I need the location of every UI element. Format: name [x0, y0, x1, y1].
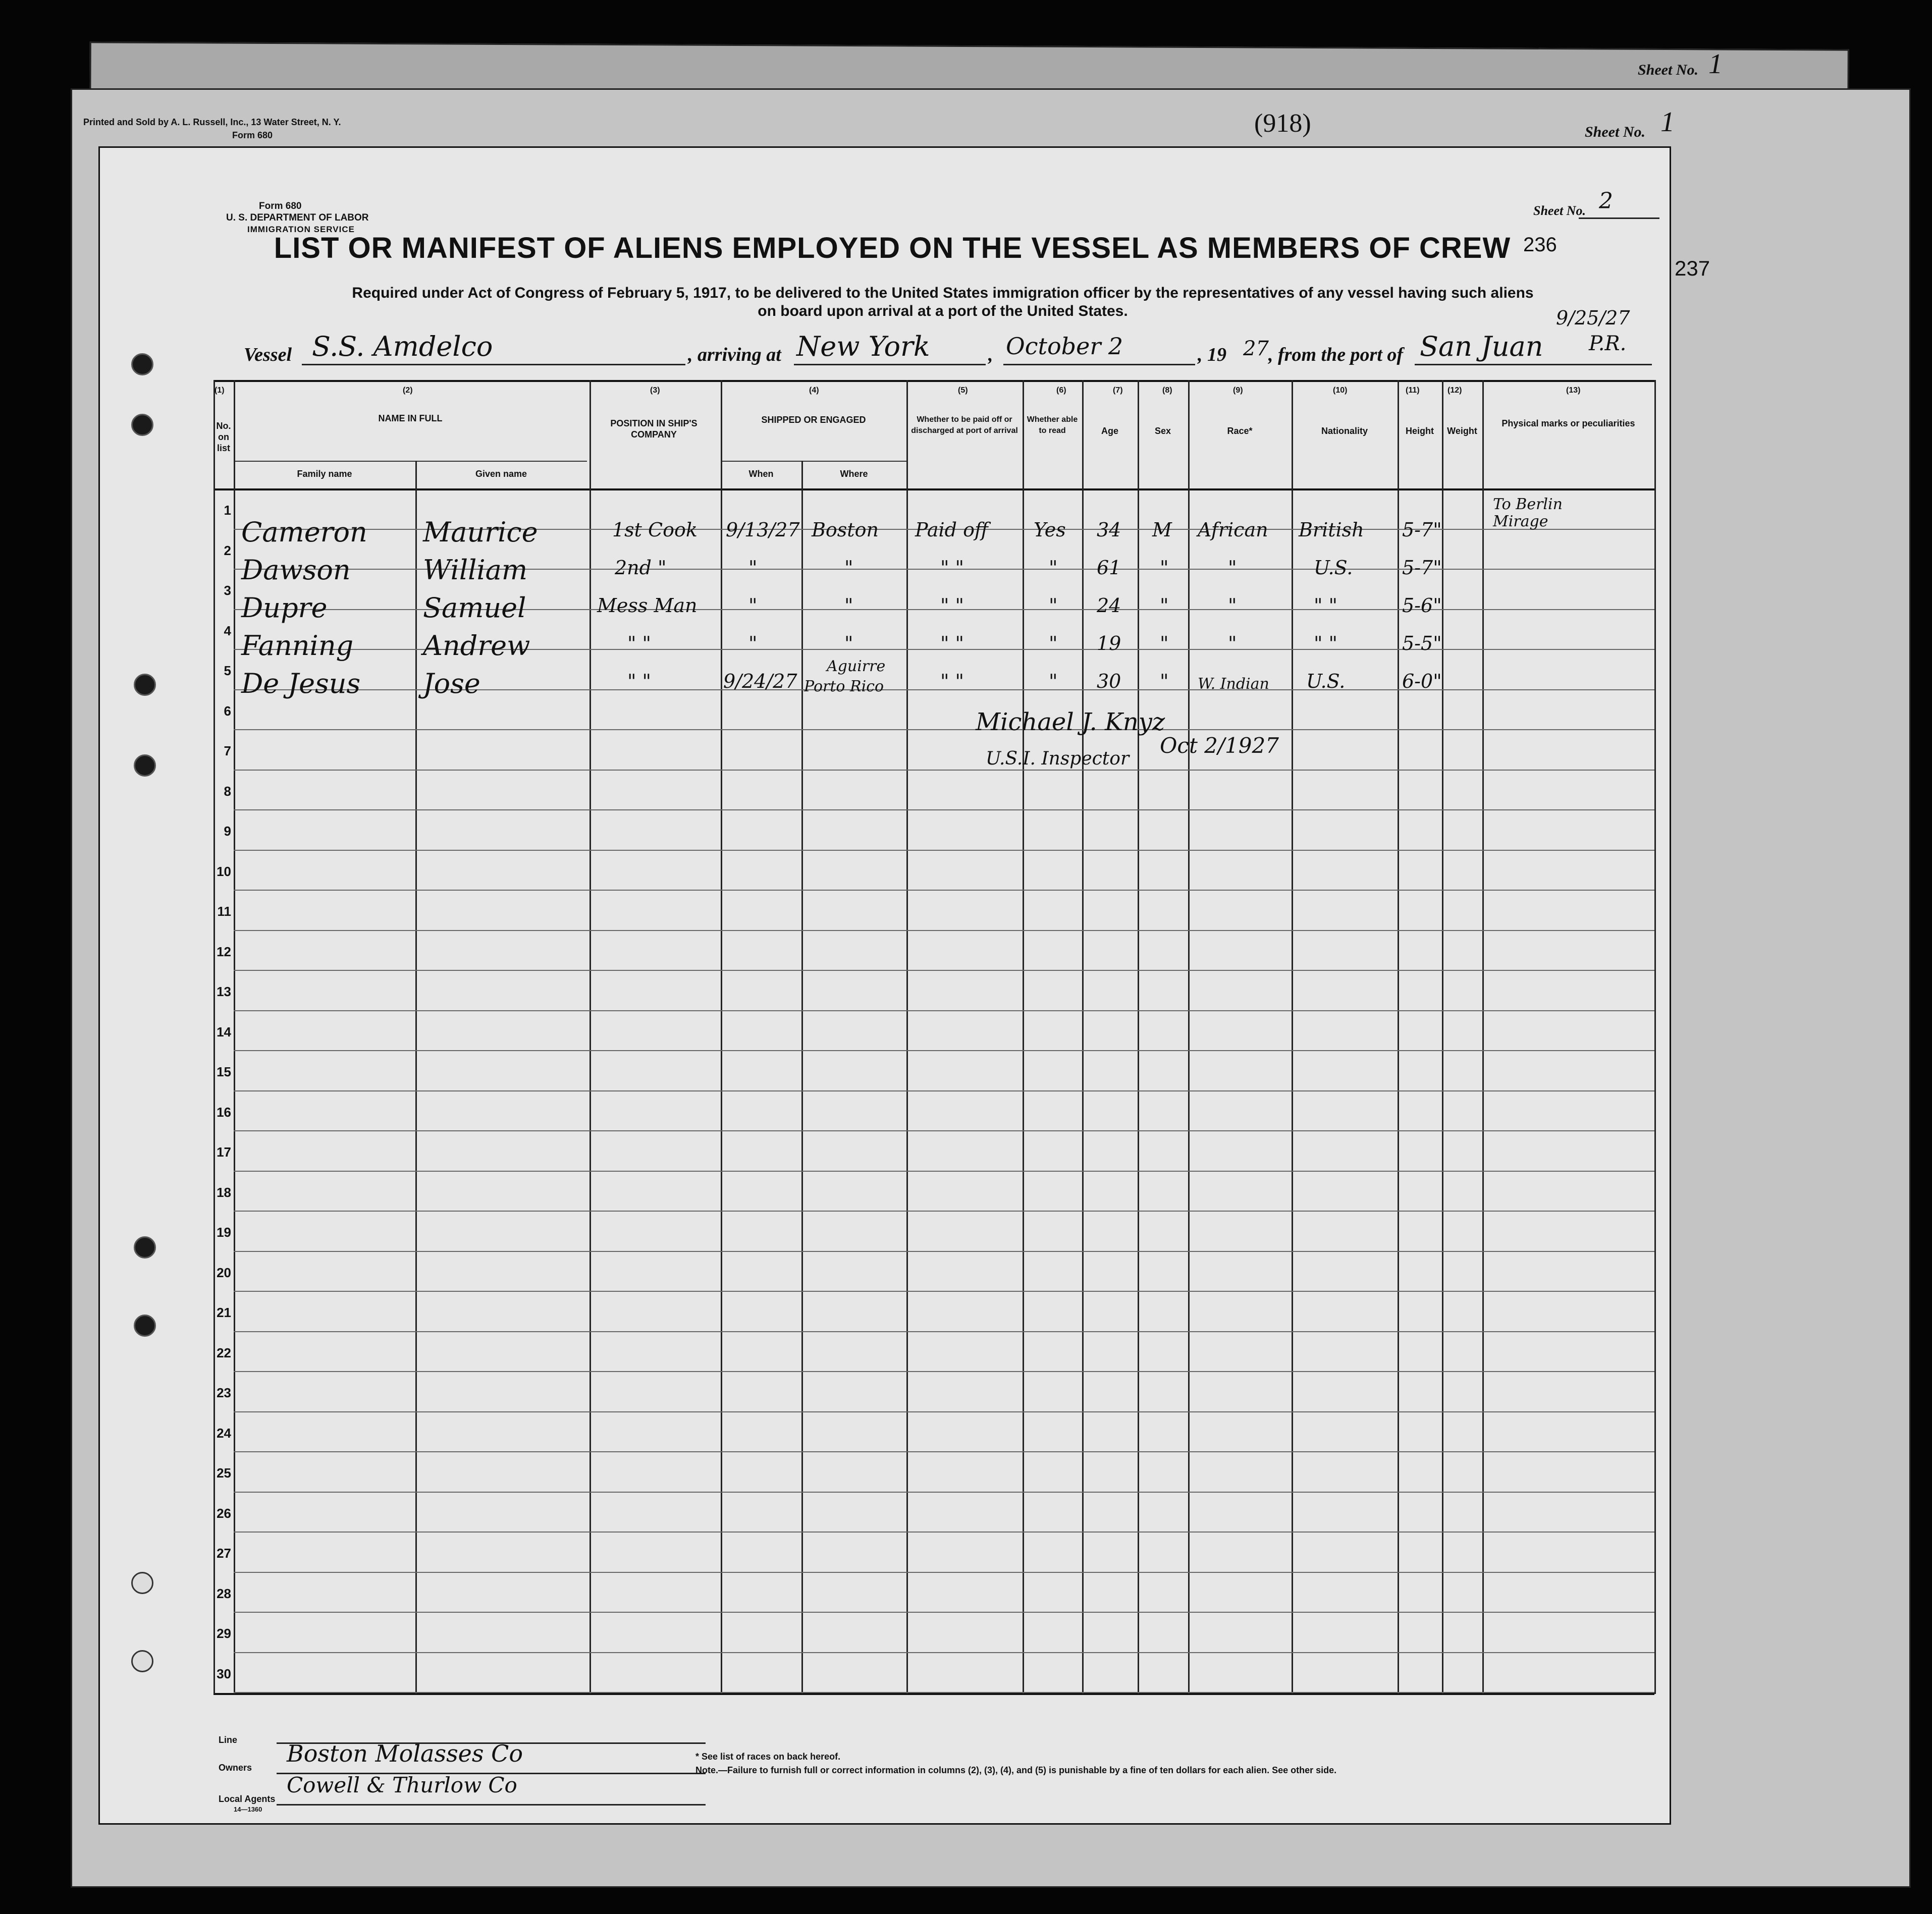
row-number: 7	[224, 743, 231, 758]
binder-hole	[131, 414, 153, 436]
col10-header: Nationality	[1321, 426, 1368, 436]
row-number: 27	[217, 1546, 231, 1561]
row4-family-name: Fanning	[241, 630, 354, 662]
table-row-rule	[234, 1371, 1654, 1372]
row4-when: "	[748, 632, 758, 654]
row4-paid-off: " "	[940, 632, 964, 654]
row1-age: 34	[1097, 519, 1121, 541]
row-number: 28	[217, 1585, 231, 1601]
owners-field	[277, 1742, 706, 1774]
col12-header: Weight	[1447, 426, 1477, 436]
table-column-rule	[906, 380, 908, 1694]
col5-number: (5)	[958, 386, 968, 395]
row5-race: W. Indian	[1198, 675, 1269, 693]
name-subheader-rule	[234, 461, 587, 462]
inspector-title: U.S.I. Inspector	[986, 748, 1130, 769]
table-row-rule	[234, 1532, 1654, 1533]
col1-number: (1)	[214, 386, 225, 395]
manifest-sheet	[98, 146, 1710, 1825]
row4-race: "	[1228, 632, 1237, 654]
row5-family-name: De Jesus	[241, 668, 361, 699]
arrival-date-field	[1003, 335, 1195, 365]
row1-height: 5-7"	[1402, 519, 1442, 541]
print-code: 14—1360	[234, 1806, 262, 1813]
row5-where: Porto Rico	[804, 678, 884, 695]
row-number: 30	[217, 1666, 231, 1681]
back-printer-form: Form 680	[232, 130, 273, 140]
departure-port: San Juan	[1420, 331, 1543, 362]
form-number: Form 680	[259, 201, 302, 211]
agents-value: Cowell & Thurlow Co	[287, 1773, 517, 1797]
col9-number: (9)	[1233, 386, 1243, 395]
back-sheet-no-value-1: 1	[1708, 48, 1723, 80]
row-number: 8	[224, 783, 231, 799]
row2-sex: "	[1160, 557, 1169, 579]
table-row-rule	[234, 890, 1654, 891]
table-column-rule	[234, 380, 235, 1694]
page-title: LIST OR MANIFEST OF ALIENS EMPLOYED ON THE VESSEL AS MEMBERS OF CREW	[274, 232, 1511, 264]
departure-note: P.R.	[1589, 332, 1627, 355]
row-number: 19	[217, 1225, 231, 1240]
col3-number: (3)	[650, 386, 660, 395]
comma-sep: ,	[988, 344, 993, 365]
department-name: U. S. DEPARTMENT OF LABOR	[226, 212, 369, 223]
row1-given-name: Maurice	[423, 516, 538, 548]
table-row-rule	[234, 1652, 1654, 1653]
col4-header: SHIPPED OR ENGAGED	[761, 415, 866, 425]
table-column-rule	[1482, 380, 1484, 1694]
vessel-name: S.S. Amdelco	[312, 331, 493, 362]
table-row-rule	[234, 930, 1654, 931]
row3-when: "	[748, 594, 758, 617]
row5-nationality: U.S.	[1306, 670, 1346, 692]
back-sheet-no-label-2: Sheet No.	[1585, 124, 1645, 140]
table-row-rule	[234, 850, 1654, 851]
stamp-number-next: 237	[1675, 256, 1710, 280]
row3-able-to-read: "	[1049, 594, 1058, 617]
row2-position: 2nd "	[615, 557, 667, 579]
row2-paid-off: " "	[940, 557, 964, 579]
table-column-rule	[801, 461, 803, 1694]
requirement-text	[226, 284, 1659, 320]
stamp-number: 236	[1523, 234, 1557, 256]
row-number: 14	[217, 1024, 231, 1040]
row-number: 2	[224, 542, 231, 558]
sheet-no-underline	[1579, 217, 1659, 219]
row1-able-to-read: Yes	[1034, 519, 1066, 541]
table-column-rule	[1398, 380, 1399, 1694]
table-row-rule	[234, 1411, 1654, 1412]
inspector-signature: Michael J. Knyz	[976, 708, 1165, 736]
table-row-rule	[234, 1572, 1654, 1573]
col8-header: Sex	[1154, 426, 1171, 436]
row4-able-to-read: "	[1049, 632, 1058, 654]
row2-nationality: U.S.	[1314, 557, 1353, 579]
row3-where: "	[844, 594, 853, 617]
table-column-rule	[1138, 380, 1139, 1694]
table-row-rule	[234, 1171, 1654, 1172]
back-sheet-no-label-1: Sheet No.	[1638, 62, 1698, 78]
row2-race: "	[1228, 557, 1237, 579]
table-row-rule	[234, 1010, 1654, 1011]
row1-family-name: Cameron	[241, 516, 367, 548]
row1-paid-off: Paid off	[915, 519, 988, 541]
row4-position: " "	[627, 632, 652, 654]
local-agents-label: Local Agents	[219, 1794, 276, 1804]
arriving-label: , arriving at	[688, 344, 781, 365]
row1-when: 9/13/27	[726, 519, 800, 541]
table-row-rule	[234, 1130, 1654, 1131]
row5-given-name: Jose	[423, 668, 480, 699]
inspection-date: Oct 2/1927	[1160, 733, 1279, 758]
row3-family-name: Dupre	[241, 592, 328, 624]
row5-where-top: Aguirre	[827, 658, 886, 675]
col9-header: Race*	[1227, 426, 1253, 436]
col10-number: (10)	[1333, 386, 1348, 395]
row-number: 17	[217, 1144, 231, 1160]
binder-hole	[134, 1315, 156, 1337]
table-column-rule	[1023, 380, 1024, 1694]
table-top-border	[213, 380, 1654, 382]
col8-number: (8)	[1162, 386, 1172, 395]
table-column-rule	[1188, 380, 1190, 1694]
row5-paid-off: " "	[940, 670, 964, 692]
owners-label: Owners	[219, 1763, 252, 1773]
table-row-rule	[234, 1612, 1654, 1613]
table-row-rule	[234, 1090, 1654, 1091]
row-number: 11	[217, 904, 231, 919]
year-prefix: , 19	[1198, 344, 1226, 365]
table-row-rule	[234, 1492, 1654, 1493]
row2-given-name: William	[423, 554, 528, 586]
row3-height: 5-6"	[1402, 594, 1442, 617]
row3-given-name: Samuel	[423, 592, 526, 624]
row3-sex: "	[1160, 594, 1169, 617]
binder-hole	[131, 353, 153, 375]
row3-race: "	[1228, 594, 1237, 617]
col4-where-header: Where	[840, 469, 868, 479]
row4-where: "	[844, 632, 853, 654]
row-number: 20	[217, 1265, 231, 1280]
row2-when: "	[748, 557, 758, 579]
table-column-rule	[415, 461, 417, 1694]
table-bottom-border	[213, 1693, 1654, 1695]
row-number: 29	[217, 1626, 231, 1641]
table-row-rule	[234, 1331, 1654, 1332]
col1-header: No. on list	[216, 421, 231, 453]
col11-header: Height	[1406, 426, 1434, 436]
row-number: 6	[224, 703, 231, 719]
col2-family-header: Family name	[297, 469, 352, 479]
table-row-rule	[234, 1692, 1654, 1693]
row4-sex: "	[1160, 632, 1169, 654]
row-number: 25	[217, 1465, 231, 1481]
row5-position: " "	[627, 670, 652, 692]
row2-height: 5-7"	[1402, 557, 1442, 579]
sheet-no-value: 2	[1599, 188, 1613, 214]
row4-nationality: " "	[1314, 632, 1338, 654]
col13-header: Physical marks or peculiarities	[1501, 418, 1635, 428]
row-number: 22	[217, 1345, 231, 1360]
col6-number: (6)	[1056, 386, 1066, 395]
table-column-rule	[721, 380, 722, 1694]
col12-number: (12)	[1447, 386, 1462, 395]
row3-paid-off: " "	[940, 594, 964, 617]
row-number: 23	[217, 1385, 231, 1400]
row-number: 24	[217, 1425, 231, 1441]
row2-where: "	[844, 557, 853, 579]
arrival-port-field	[794, 331, 986, 365]
row5-able-to-read: "	[1049, 670, 1058, 692]
col2-given-header: Given name	[475, 469, 527, 479]
back-sheet-no-value-2: 1	[1660, 106, 1675, 138]
table-row-rule	[234, 1211, 1654, 1212]
row2-family-name: Dawson	[241, 554, 351, 586]
table-column-rule	[589, 380, 591, 1694]
col4-number: (4)	[809, 386, 819, 395]
table-row-rule	[234, 729, 1654, 730]
table-row-rule	[234, 770, 1654, 771]
row-number: 12	[217, 944, 231, 959]
row5-age: 30	[1097, 670, 1121, 692]
row-number: 18	[217, 1184, 231, 1200]
table-row-rule	[234, 1251, 1654, 1252]
row3-position: Mess Man	[597, 594, 697, 617]
row-number: 16	[217, 1104, 231, 1120]
row-number: 21	[217, 1305, 231, 1320]
row5-when: 9/24/27	[723, 670, 797, 692]
row1-sex: M	[1152, 519, 1172, 541]
row3-age: 24	[1097, 594, 1121, 617]
row5-height: 6-0"	[1402, 670, 1442, 692]
row3-nationality: " "	[1314, 594, 1338, 617]
year-value: 27	[1243, 337, 1269, 360]
arrival-date: October 2	[1006, 333, 1123, 360]
row-number: 3	[224, 583, 231, 598]
sheet-no-label: Sheet No.	[1533, 203, 1586, 218]
row-number: 15	[217, 1064, 231, 1079]
row-number: 4	[224, 623, 231, 638]
row-number: 26	[217, 1505, 231, 1521]
agents-field	[277, 1774, 706, 1806]
table-column-rule	[1654, 380, 1656, 1694]
row1-nationality: British	[1299, 519, 1364, 541]
row2-able-to-read: "	[1049, 557, 1058, 579]
table-column-rule	[1292, 380, 1293, 1694]
arrival-port: New York	[796, 331, 930, 362]
binder-hole	[131, 1650, 153, 1672]
col11-number: (11)	[1406, 386, 1420, 395]
table-column-rule	[1082, 380, 1084, 1694]
row2-age: 61	[1097, 557, 1121, 579]
col3-header: POSITION IN SHIP'S COMPANY	[610, 418, 697, 440]
races-note: * See list of races on back hereof.	[695, 1752, 841, 1762]
row4-given-name: Andrew	[423, 630, 530, 662]
header-bottom-border	[213, 488, 1654, 490]
table-row-rule	[234, 1050, 1654, 1051]
service-name: IMMIGRATION SERVICE	[247, 225, 355, 234]
row4-height: 5-5"	[1402, 632, 1442, 654]
back-printer-line: Printed and Sold by A. L. Russell, Inc., 13 Water Street, N. Y.	[83, 117, 341, 127]
requirement-line-1: Required under Act of Congress of February 5, 1917, to be delivered to the United States immigration officer by the representatives of any vessel having such aliens	[352, 285, 1534, 301]
row-number: 13	[217, 984, 231, 999]
col5-header: Whether to be paid off or discharged at port of arrival	[911, 415, 1018, 435]
departure-date: 9/25/27	[1556, 307, 1630, 329]
col7-header: Age	[1101, 426, 1118, 436]
row4-age: 19	[1097, 632, 1121, 654]
row-number: 1	[224, 503, 231, 518]
binder-hole	[134, 1236, 156, 1259]
from-port-label: , from the port of	[1268, 344, 1404, 365]
back-handwritten-code: (918)	[1254, 109, 1311, 138]
row1-physical-marks: To Berlin Mirage	[1493, 496, 1563, 530]
col4-when-header: When	[748, 469, 774, 479]
row1-position: 1st Cook	[612, 519, 697, 541]
crew-manifest-table	[213, 380, 1654, 1692]
col2-header: NAME IN FULL	[378, 413, 443, 423]
row-number: 10	[217, 863, 231, 879]
col7-number: (7)	[1113, 386, 1123, 395]
row-number: 5	[224, 663, 231, 678]
col2-number: (2)	[403, 386, 413, 395]
col6-header: Whether able to read	[1027, 415, 1078, 435]
shipped-subheader-rule	[721, 461, 906, 462]
row1-where: Boston	[812, 519, 879, 541]
table-row-rule	[234, 1291, 1654, 1292]
binder-hole	[134, 674, 156, 696]
row-number: 9	[224, 824, 231, 839]
row5-sex: "	[1160, 670, 1169, 692]
requirement-line-2: on board upon arrival at a port of the United States.	[758, 303, 1128, 319]
table-row-rule	[234, 970, 1654, 971]
table-row-rule	[234, 809, 1654, 810]
table-row-rule	[234, 1451, 1654, 1452]
col13-number: (13)	[1566, 386, 1581, 395]
row1-race: African	[1198, 519, 1268, 541]
owners-value: Boston Molasses Co	[287, 1740, 523, 1767]
penalty-note: Note.—Failure to furnish full or correct information in columns (2), (3), (4), and (5) is punishable by a fine of ten dollars for each alien. See other side.	[695, 1765, 1337, 1775]
line-label: Line	[219, 1735, 238, 1745]
binder-hole	[134, 754, 156, 777]
vessel-label: Vessel	[244, 344, 292, 365]
vessel-name-field	[302, 331, 685, 365]
binder-hole	[131, 1572, 153, 1594]
table-column-rule	[1442, 380, 1443, 1694]
